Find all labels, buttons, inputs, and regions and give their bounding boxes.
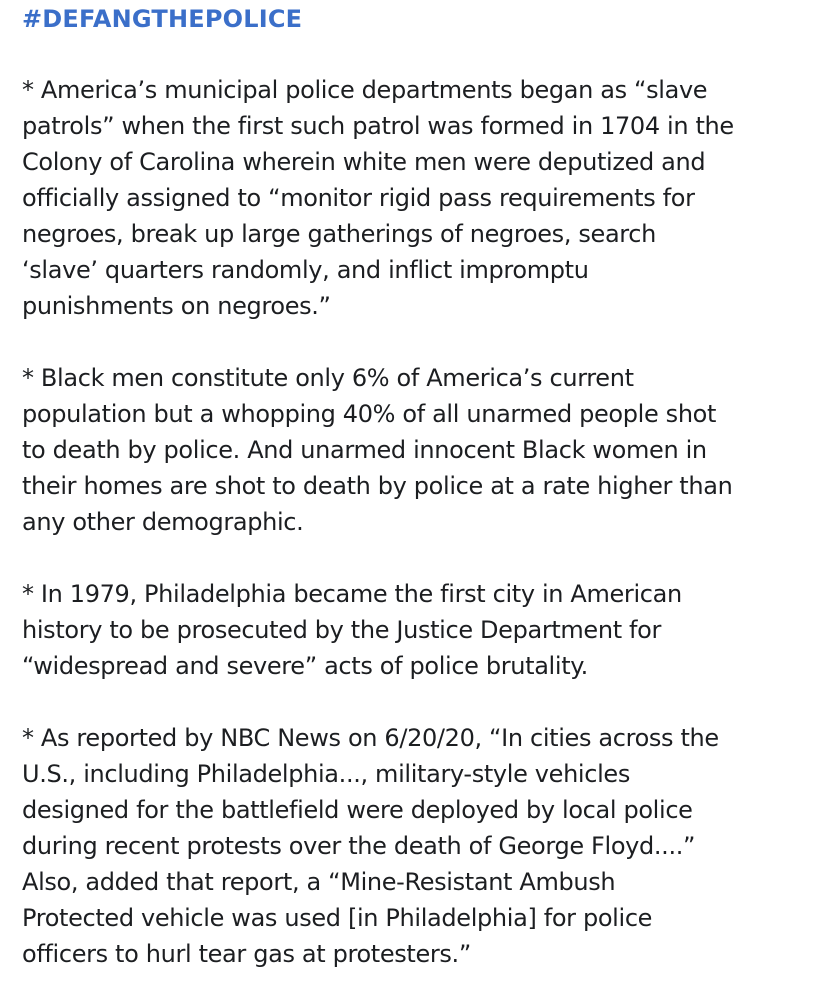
- hashtag-link[interactable]: #DEFANGTHEPOLICE: [22, 5, 303, 33]
- paragraph-philadelphia-1979: [22, 576, 812, 684]
- paragraph-line: officers to hurl tear gas at protesters.”: [22, 940, 471, 968]
- paragraph-line: during recent protests over the death of George Floyd....”: [22, 832, 696, 860]
- paragraph-line: U.S., including Philadelphia..., military-style vehicles: [22, 760, 630, 788]
- post-body: [22, 0, 822, 968]
- paragraph-line: punishments on negroes.”: [22, 292, 331, 320]
- paragraph-statistics: [22, 360, 812, 540]
- paragraph-line: Protected vehicle was used [in Philadelphia] for police: [22, 904, 653, 932]
- paragraph-line: * America’s municipal police departments began as “slave: [22, 76, 708, 104]
- paragraph-line: Colony of Carolina wherein white men were deputized and: [22, 148, 706, 176]
- paragraph-line: “widespread and severe” acts of police brutality.: [22, 652, 588, 680]
- paragraph-slave-patrols: [22, 72, 812, 324]
- paragraph-line: designed for the battlefield were deployed by local police: [22, 796, 693, 824]
- paragraph-nbc-report: [22, 720, 812, 972]
- paragraph-line: officially assigned to “monitor rigid pass requirements for: [22, 184, 695, 212]
- paragraph-line: * As reported by NBC News on 6/20/20, “In cities across the: [22, 724, 719, 752]
- paragraph-line: Also, added that report, a “Mine-Resistant Ambush: [22, 868, 616, 896]
- paragraph-line: any other demographic.: [22, 508, 304, 536]
- paragraph-line: to death by police. And unarmed innocent Black women in: [22, 436, 707, 464]
- paragraph-line: * In 1979, Philadelphia became the first city in American: [22, 580, 682, 608]
- paragraph-line: patrols” when the first such patrol was formed in 1704 in the: [22, 112, 734, 140]
- paragraph-line: history to be prosecuted by the Justice Department for: [22, 616, 662, 644]
- paragraph-line: negroes, break up large gatherings of negroes, search: [22, 220, 656, 248]
- paragraph-line: their homes are shot to death by police at a rate higher than: [22, 472, 733, 500]
- paragraph-line: ‘slave’ quarters randomly, and inflict impromptu: [22, 256, 589, 284]
- paragraph-line: * Black men constitute only 6% of America’s current: [22, 364, 634, 392]
- paragraph-line: population but a whopping 40% of all unarmed people shot: [22, 400, 717, 428]
